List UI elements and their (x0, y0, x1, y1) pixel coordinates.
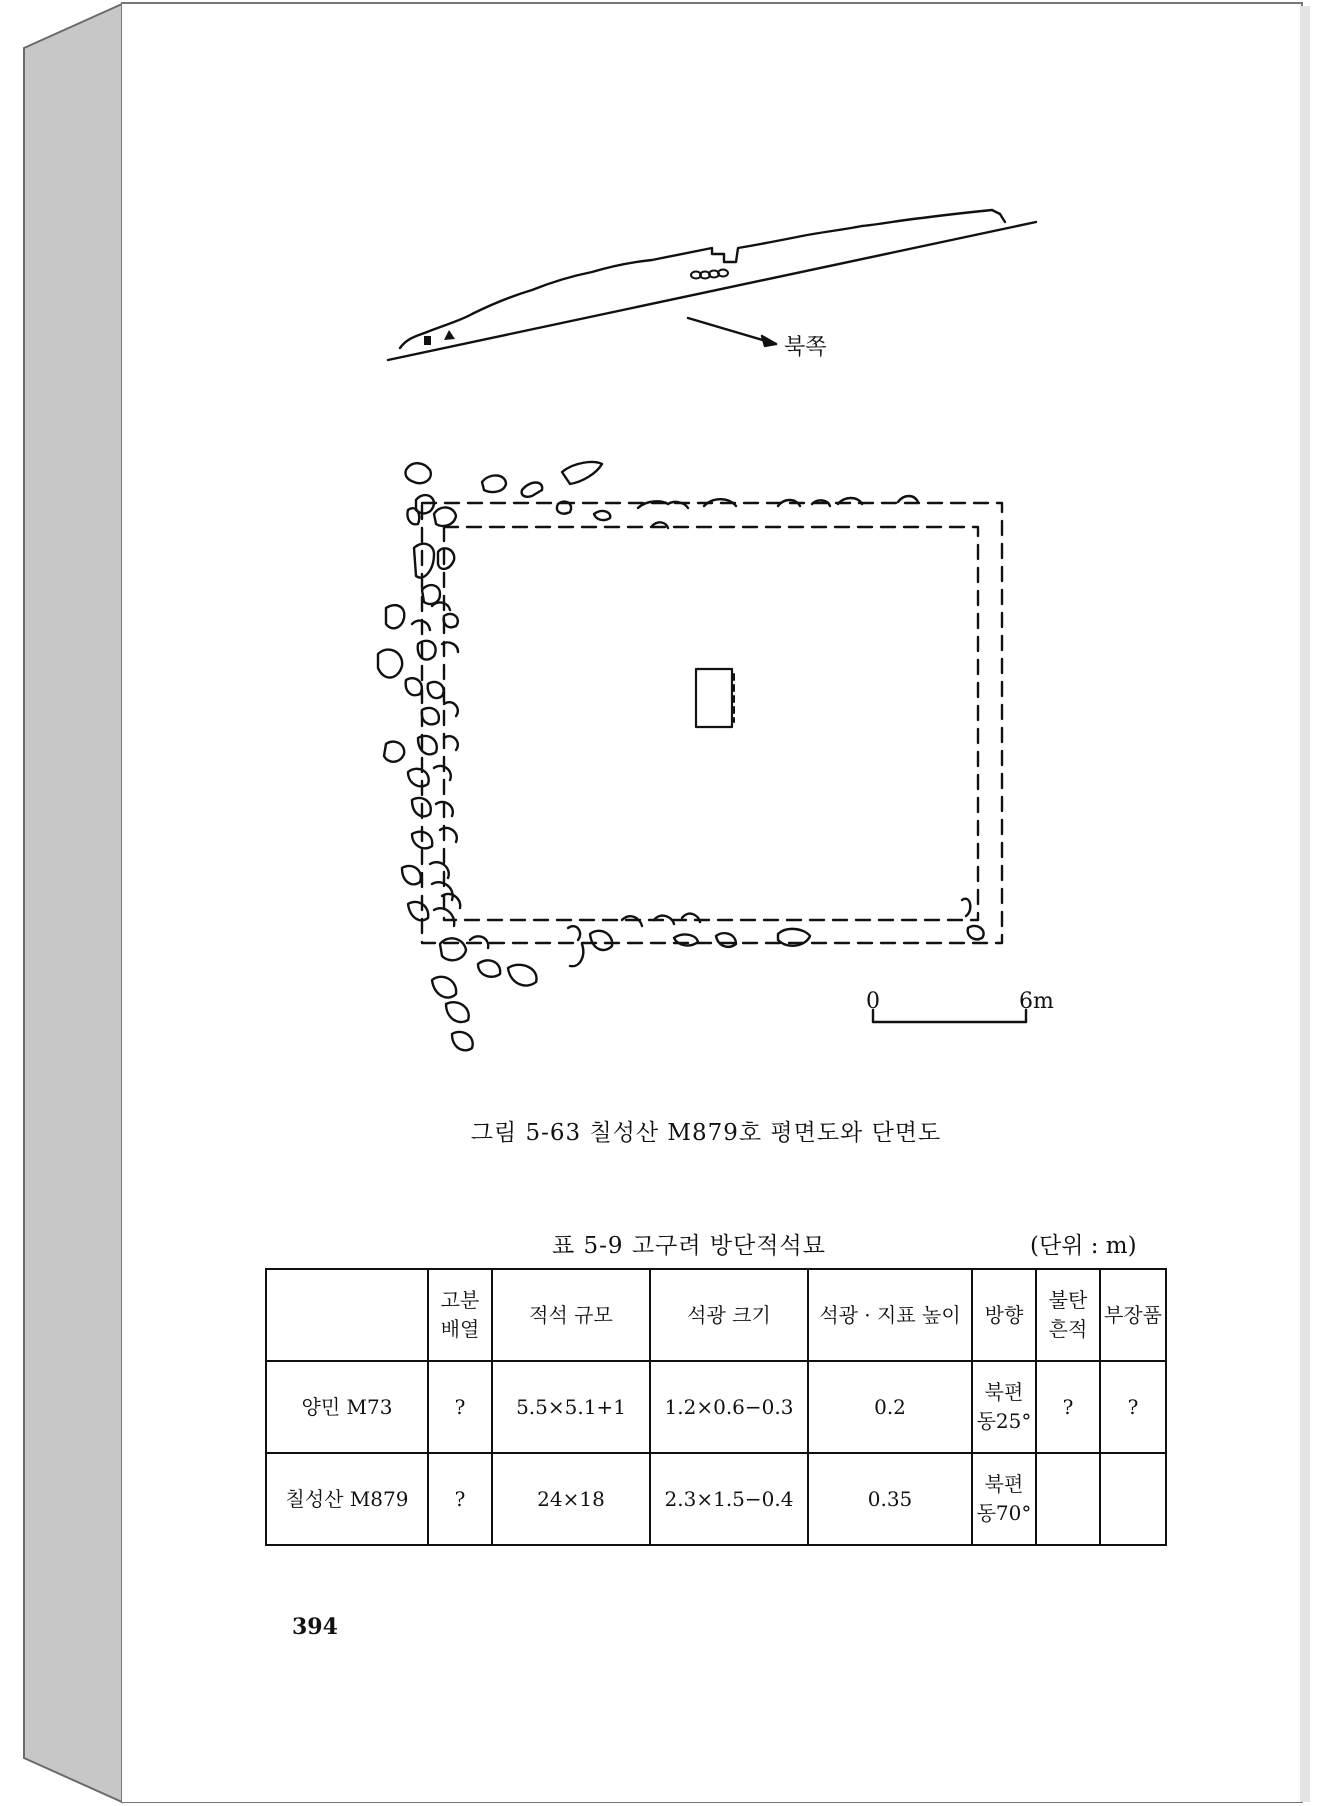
cell-name: 양민 M73 (266, 1361, 428, 1453)
cell-mound-size: 5.5×5.1+1 (492, 1361, 650, 1453)
ground-slope-line (388, 222, 1036, 360)
cell-burn: ? (1036, 1361, 1100, 1453)
figure-caption: 그림 5-63 칠성산 M879호 평면도와 단면도 (470, 1120, 942, 1146)
header-line: 배열 (440, 1317, 480, 1341)
table-title: 표 5-9 고구려 방단적석묘 (552, 1233, 826, 1259)
scale-bar (866, 989, 1054, 1022)
page (122, 4, 1300, 1802)
header-line: 불탄 (1048, 1288, 1088, 1312)
header-cell-name (266, 1269, 428, 1361)
direction-line: 북편 (984, 1380, 1024, 1404)
plan-view (378, 462, 1054, 1050)
scale-zero-label: 0 (866, 989, 880, 1014)
cell-chamber-size: 1.2×0.6−0.3 (650, 1361, 808, 1453)
table-row (266, 1361, 1166, 1453)
stones-top (405, 462, 918, 528)
page-number: 394 (292, 1614, 338, 1640)
stones-left (378, 495, 460, 926)
cell-burn (1036, 1453, 1100, 1545)
cell-height: 0.2 (808, 1361, 972, 1453)
inner-outline (444, 527, 978, 920)
direction-line: 북편 (984, 1472, 1024, 1496)
header-cell-arrangement (428, 1269, 492, 1361)
table-unit: (단위 : m) (1030, 1233, 1137, 1259)
cell-mound-size: 24×18 (492, 1453, 650, 1545)
direction-line: 동25° (976, 1409, 1032, 1433)
scale-max-label: 6m (1019, 989, 1054, 1014)
header-cell-goods: 부장품 (1100, 1269, 1166, 1361)
book-spine (24, 4, 122, 1802)
north-arrow-head (762, 336, 776, 346)
header-cell-burn (1036, 1269, 1100, 1361)
table-row (266, 1453, 1166, 1545)
header-line: 고분 (440, 1288, 480, 1312)
header-cell-mound-size: 적석 규모 (492, 1269, 650, 1361)
page-edge-shadow (1300, 6, 1310, 1802)
cell-goods: ? (1100, 1361, 1166, 1453)
cell-name: 칠성산 M879 (266, 1453, 428, 1545)
cell-arrangement: ? (428, 1453, 492, 1545)
section-view (388, 210, 1036, 360)
stones-bottom (654, 899, 984, 947)
direction-line: 동70° (976, 1501, 1032, 1525)
header-line: 흔적 (1048, 1317, 1088, 1341)
north-label: 북쪽 (784, 335, 827, 360)
outer-outline (422, 503, 1002, 943)
mound-outline-dashed (422, 503, 1002, 943)
header-cell-direction: 방향 (972, 1269, 1036, 1361)
header-cell-chamber-size: 석광 크기 (650, 1269, 808, 1361)
cell-direction (972, 1361, 1036, 1453)
figure-drawing (122, 4, 1300, 1104)
cell-direction (972, 1453, 1036, 1545)
section-stone-2 (444, 330, 455, 340)
cell-goods (1100, 1453, 1166, 1545)
table-header-row (266, 1269, 1166, 1361)
cell-chamber-size: 2.3×1.5−0.4 (650, 1453, 808, 1545)
section-stone-1 (424, 336, 431, 345)
cell-height: 0.35 (808, 1453, 972, 1545)
cell-arrangement: ? (428, 1361, 492, 1453)
data-table (265, 1268, 1167, 1546)
burial-chamber (696, 669, 732, 727)
header-cell-height: 석광 · 지표 높이 (808, 1269, 972, 1361)
chamber-stones (691, 270, 728, 279)
stones-bottom-left (432, 916, 642, 1050)
